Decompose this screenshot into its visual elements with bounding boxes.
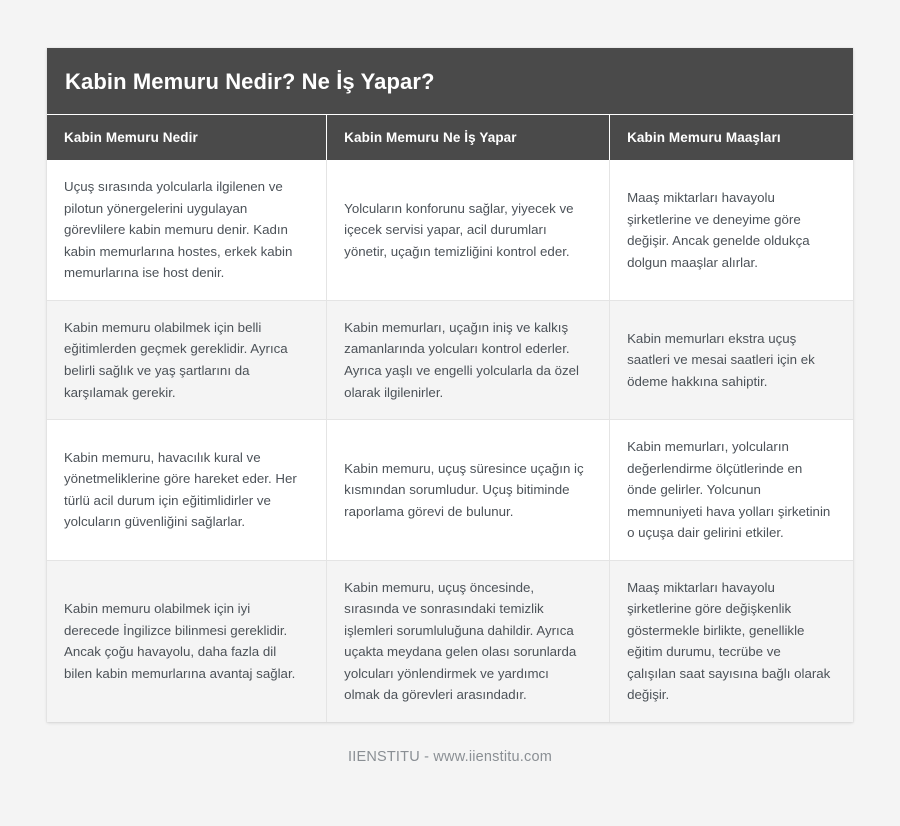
cell-maaslari: Kabin memurları, yolcuların değerlendirme ölçütlerinde en önde gelirler. Yolcunun memnuniyeti hava yolları şirketinin o uçuşa dair gelirini etkiler.	[610, 420, 853, 561]
cell-nedir: Uçuş sırasında yolcularla ilgilenen ve pilotun yönergelerini uygulayan görevlilere kabin memuru denir. Kadın kabin memurlarına hostes, erkek kabin memurlarına ise host denir.	[47, 160, 327, 300]
table-row	[47, 560, 853, 722]
table-row	[47, 420, 853, 561]
cell-ne-is-yapar: Yolcuların konforunu sağlar, yiyecek ve içecek servisi yapar, acil durumları yönetir, uçağın temizliğini kontrol eder.	[327, 160, 610, 300]
table-header	[47, 115, 853, 160]
cell-maaslari: Maaş miktarları havayolu şirketlerine göre değişkenlik göstermekle birlikte, genellikle eğitim durumu, tecrübe ve çalışılan saat sayısına bağlı olarak değişir.	[610, 560, 853, 722]
column-header-ne-is-yapar: Kabin Memuru Ne İş Yapar	[327, 115, 610, 160]
cabin-crew-table	[47, 115, 853, 722]
cell-ne-is-yapar: Kabin memuru, uçuş öncesinde, sırasında ve sonrasındaki temizlik işlemleri sorumluluğuna dahildir. Ayrıca uçakta meydana gelen olası sorunlarda yolcuları yönlendirmek ve yardımcı olmak da görevleri arasındadır.	[327, 560, 610, 722]
table-row	[47, 160, 853, 300]
cell-nedir: Kabin memuru, havacılık kural ve yönetmeliklerine göre hareket eder. Her türlü acil durum için eğitimlidirler ve yolcuların güvenliğini sağlarlar.	[47, 420, 327, 561]
table-header-row	[47, 115, 853, 160]
cell-maaslari: Maaş miktarları havayolu şirketlerine ve deneyime göre değişir. Ancak genelde oldukça dolgun maaşlar alırlar.	[610, 160, 853, 300]
cell-ne-is-yapar: Kabin memuru, uçuş süresince uçağın iç kısmından sorumludur. Uçuş bitiminde raporlama görevi de bulunur.	[327, 420, 610, 561]
cell-nedir: Kabin memuru olabilmek için iyi derecede İngilizce bilinmesi gereklidir. Ancak çoğu havayolu, daha fazla dil bilen kabin memurlarına avantaj sağlar.	[47, 560, 327, 722]
footer-credit: IIENSTITU - www.iienstitu.com	[348, 748, 552, 765]
info-card	[47, 48, 853, 722]
table-row	[47, 300, 853, 419]
column-header-maaslari: Kabin Memuru Maaşları	[610, 115, 853, 160]
cell-maaslari: Kabin memurları ekstra uçuş saatleri ve mesai saatleri için ek ödeme hakkına sahiptir.	[610, 300, 853, 419]
card-title-bar	[47, 48, 853, 115]
page-title: Kabin Memuru Nedir? Ne İş Yapar?	[65, 69, 435, 94]
cell-nedir: Kabin memuru olabilmek için belli eğitimlerden geçmek gereklidir. Ayrıca belirli sağlık ve yaş şartlarını da karşılamak gerekir.	[47, 300, 327, 419]
cell-ne-is-yapar: Kabin memurları, uçağın iniş ve kalkış zamanlarında yolcuları kontrol ederler. Ayrıca yaşlı ve engelli yolcularla da özel olarak ilgilenirler.	[327, 300, 610, 419]
table-body	[47, 160, 853, 722]
column-header-nedir: Kabin Memuru Nedir	[47, 115, 327, 160]
